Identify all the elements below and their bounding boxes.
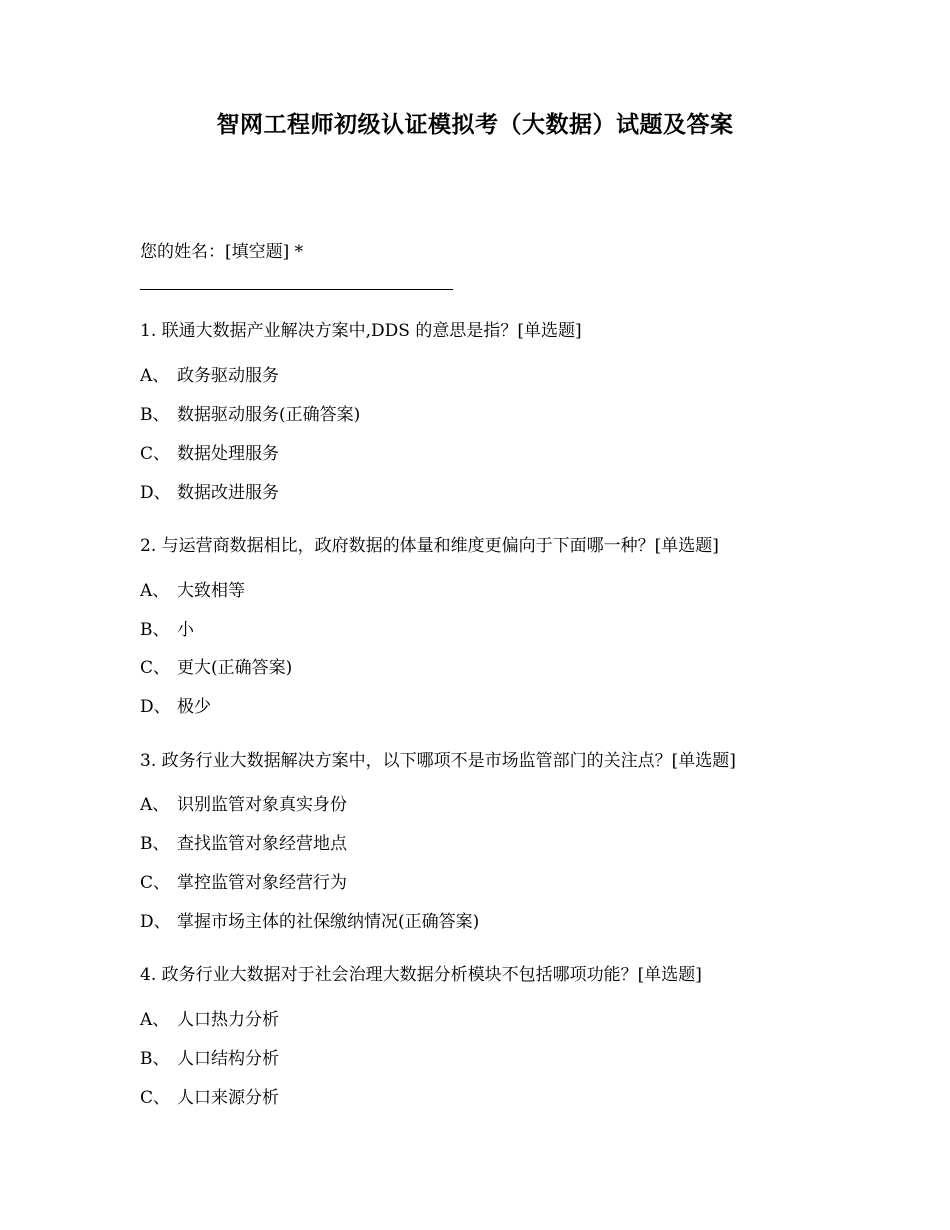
question-3-option-b xyxy=(140,829,347,854)
option-text: 小 xyxy=(177,620,194,640)
option-letter: A、 xyxy=(140,366,170,386)
option-letter: D、 xyxy=(140,697,171,717)
option-text: 政务驱动服务 xyxy=(177,366,279,386)
option-text: 人口来源分析 xyxy=(177,1088,279,1108)
option-text: 数据处理服务 xyxy=(177,444,279,464)
question-1-text: 1. 联通大数据产业解决方案中,DDS 的意思是指？[单选题] xyxy=(140,321,582,341)
question-3-text: 3. 政务行业大数据解决方案中，以下哪项不是市场监管部门的关注点？[单选题] xyxy=(140,751,736,771)
option-letter: C、 xyxy=(140,1088,171,1108)
question-4-option-b xyxy=(140,1044,279,1069)
option-letter: B、 xyxy=(140,405,170,425)
question-2-option-c xyxy=(140,653,292,678)
question-1-option-d xyxy=(140,478,279,503)
option-letter: D、 xyxy=(140,483,171,503)
option-letter: A、 xyxy=(140,1010,170,1030)
question-3-option-c xyxy=(140,868,347,893)
document-title: 智网工程师初级认证模拟考（大数据）试题及答案 xyxy=(216,111,734,138)
question-3-option-d xyxy=(140,907,479,932)
question-4-text: 4. 政务行业大数据对于社会治理大数据分析模块不包括哪项功能？[单选题] xyxy=(140,965,702,985)
option-letter: B、 xyxy=(140,620,170,640)
question-2-option-a xyxy=(140,576,245,601)
option-text: 更大(正确答案) xyxy=(177,658,293,678)
option-letter: B、 xyxy=(140,834,170,854)
option-letter: C、 xyxy=(140,444,171,464)
question-1-option-a xyxy=(140,361,279,386)
name-answer-blank-line[interactable] xyxy=(140,289,453,290)
question-2-option-b xyxy=(140,615,194,640)
option-text: 人口热力分析 xyxy=(177,1010,279,1030)
question-4-option-a xyxy=(140,1005,279,1030)
option-text: 数据改进服务 xyxy=(177,483,279,503)
option-text: 数据驱动服务(正确答案) xyxy=(177,405,361,425)
option-letter: B、 xyxy=(140,1049,170,1069)
option-letter: A、 xyxy=(140,795,170,815)
question-2-text: 2. 与运营商数据相比，政府数据的体量和维度更偏向于下面哪一种？[单选题] xyxy=(140,536,719,556)
option-letter: C、 xyxy=(140,873,171,893)
option-letter: D、 xyxy=(140,912,171,932)
option-text: 人口结构分析 xyxy=(177,1049,279,1069)
question-3-option-a xyxy=(140,790,347,815)
option-text: 掌握市场主体的社保缴纳情况(正确答案) xyxy=(177,912,480,932)
option-text: 大致相等 xyxy=(177,581,245,601)
option-text: 掌控监管对象经营行为 xyxy=(177,873,347,893)
question-1-option-b xyxy=(140,400,360,425)
option-letter: A、 xyxy=(140,581,170,601)
question-4-option-c xyxy=(140,1083,279,1108)
option-text: 识别监管对象真实身份 xyxy=(177,795,347,815)
option-letter: C、 xyxy=(140,658,171,678)
option-text: 查找监管对象经营地点 xyxy=(177,834,347,854)
question-2-option-d xyxy=(140,692,211,717)
option-text: 极少 xyxy=(177,697,211,717)
question-1-option-c xyxy=(140,439,279,464)
name-question-label: 您的姓名：[填空题] * xyxy=(140,242,304,262)
